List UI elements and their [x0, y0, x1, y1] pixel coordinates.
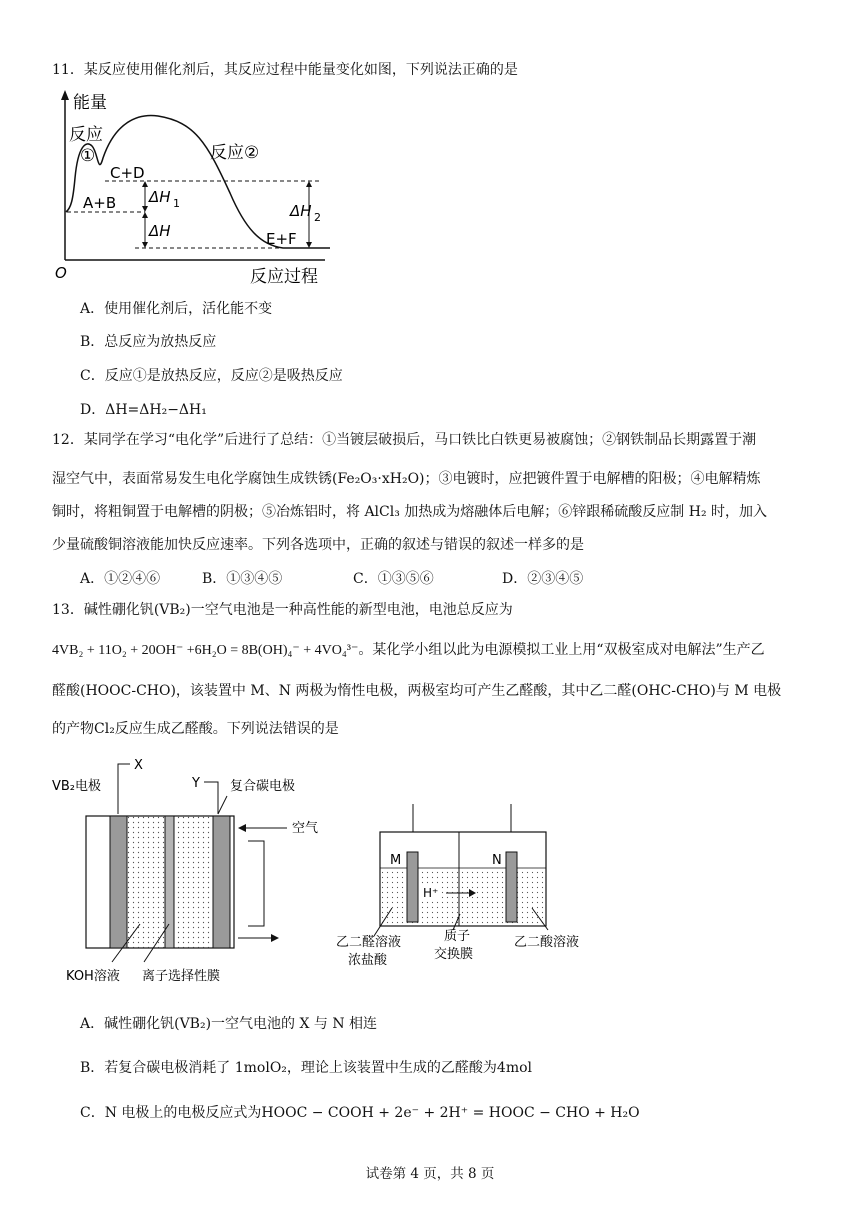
q12-option-b: B．①③④⑤	[202, 571, 283, 587]
q12-line2: 湿空气中，表面常易发生电化学腐蚀生成铁锈(Fe₂O₃·xH₂O)；③电镀时，应把镀件置于电解槽的阳极；④电解精炼	[52, 471, 761, 487]
dh-label: ΔH	[149, 222, 171, 240]
y-axis-label: 能量	[73, 93, 107, 113]
q13-option-a: A．碱性硼化钒(VB₂)一空气电池的 X 与 N 相连	[80, 1016, 378, 1032]
q11-option-c: C．反应①是放热反应，反应②是吸热反应	[80, 368, 343, 384]
page-footer: 试卷第 4 页，共 8 页	[365, 1166, 495, 1182]
q12-line3: 铜时，将粗铜置于电解槽的阴极；⑤冶炼铝时，将 AlCl₃ 加热成为熔融体后电解；⑥锌跟稀硫酸反应制 H₂ 时，加入	[52, 504, 768, 520]
y-terminal-label: Y	[192, 776, 200, 791]
ab-label: A+B	[83, 194, 117, 212]
air-out-arrow-icon	[271, 934, 279, 942]
q11-option-d: D．ΔH=ΔH₂−ΔH₁	[80, 402, 207, 418]
reaction1-num: ①	[80, 146, 96, 166]
electrolysis-diagram	[336, 796, 616, 976]
q12-option-d: D．②③④⑤	[502, 571, 584, 587]
membrane-top-label: 质子	[444, 929, 471, 944]
q13-option-b: B．若复合碳电极消耗了 1molO₂，理论上该装置中生成的乙醛酸为4mol	[80, 1060, 533, 1076]
membrane-label: 离子选择性膜	[142, 969, 221, 984]
x-axis-label: 反应过程	[250, 267, 318, 287]
left-solution-label2: 浓盐酸	[348, 953, 388, 968]
left-solution-label: 乙二醛溶液	[336, 935, 402, 950]
n-electrode-label: N	[492, 853, 502, 868]
q13-line2	[52, 639, 765, 662]
energy-curve	[66, 115, 330, 248]
cd-label: C+D	[110, 164, 145, 182]
m-electrode-label: M	[390, 853, 402, 868]
air-label: 空气	[292, 821, 319, 836]
reaction2-label: 反应②	[210, 143, 260, 163]
proton-label: H⁺	[423, 886, 439, 900]
battery-diagram	[52, 756, 342, 996]
x-terminal-label: X	[134, 758, 143, 773]
q12-line4: 少量硫酸铜溶液能加快反应速率。下列各选项中，正确的叙述与错误的叙述一样多的是	[52, 537, 584, 553]
reaction1-label: 反应	[69, 125, 103, 145]
membrane-bottom-label: 交换膜	[434, 947, 474, 962]
q13-option-c: C．N 电极上的电极反应式为HOOC − COOH + 2e⁻ + 2H⁺ = HOOC − CHO + H₂O	[80, 1105, 640, 1121]
q13-line4: 的产物Cl₂反应生成乙醛酸。下列说法错误的是	[52, 721, 339, 737]
composite-electrode-label: 复合碳电极	[230, 779, 296, 794]
battery-equation: 4VB₂ + 11O₂ + 20OH⁻ +6H₂O = 8B(OH)₄⁻ + 4VO₄³⁻	[52, 643, 359, 658]
q12-option-c: C．①③⑤⑥	[353, 571, 434, 587]
q11-stem: 11．某反应使用催化剂后，其反应过程中能量变化如图，下列说法正确的是	[52, 62, 518, 78]
q11-option-a: A．使用催化剂后，活化能不变	[80, 301, 273, 317]
dh1-label: ΔH	[149, 188, 171, 206]
q13-line3: 醛酸(HOOC-CHO)，该装置中 M、N 两极为惰性电极，两极室均可产生乙醛酸，其中乙二醛(OHC-CHO)与 M 电极	[52, 683, 782, 699]
origin-label: O	[55, 264, 67, 282]
q13-line1: 13．碱性硼化钒(VB₂)一空气电池是一种高性能的新型电池，电池总反应为	[52, 602, 513, 618]
dh2-sub: 2	[314, 211, 321, 224]
y-axis-arrow-icon	[61, 90, 69, 100]
ef-label: E+F	[266, 230, 297, 248]
q13-line2-tail: 。某化学小组以此为电源模拟工业上用“双极室成对电解法”生产乙	[358, 642, 765, 658]
energy-diagram	[55, 88, 355, 288]
dh1-sub: 1	[173, 197, 180, 210]
air-in-arrow-icon	[238, 824, 246, 832]
q12-option-a: A．①②④⑥	[80, 571, 161, 587]
q12-line1: 12．某同学在学习“电化学”后进行了总结：①当镀层破损后，马口铁比白铁更易被腐蚀；②钢铁制品长期露置于潮	[52, 432, 757, 448]
q11-option-b: B．总反应为放热反应	[80, 334, 217, 350]
vb2-electrode-label: VB₂电极	[52, 779, 102, 794]
right-solution-label: 乙二酸溶液	[514, 935, 580, 950]
dh2-label: ΔH	[290, 202, 312, 220]
koh-label: KOH溶液	[66, 969, 120, 984]
